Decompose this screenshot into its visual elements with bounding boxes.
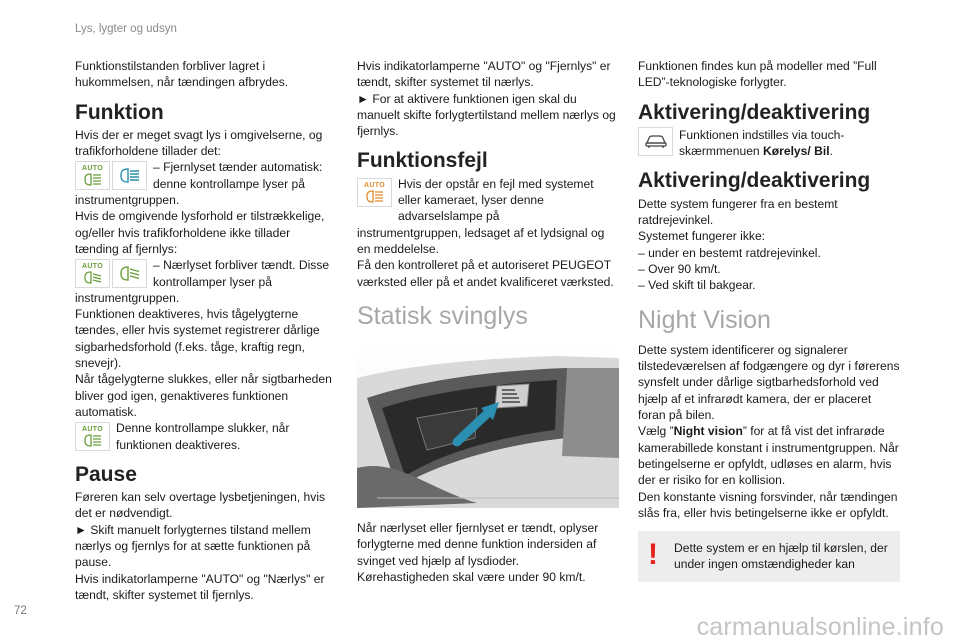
heading-funktion: Funktion <box>75 100 164 124</box>
high-beam-icon <box>112 161 147 190</box>
akt2-paragraph-2: Systemet fungerer ikke: <box>638 229 766 244</box>
icon-block-fault <box>357 176 619 225</box>
heading-night-vision: Night Vision <box>638 305 771 334</box>
icon-block-touch-screen <box>638 127 900 160</box>
heading-statisk-svinglys: Statisk svinglys <box>357 301 528 330</box>
running-head: Lys, lygter og udsyn <box>75 23 177 35</box>
icon-block-high-beam <box>75 159 337 192</box>
headlight-photo <box>357 338 619 508</box>
night-paragraph-2: Vælg ”Night vision” for at få vist det infrarøde kamerabillede konstant i instrumentgruppen. Når betingelserne er opfyldt, udløses en alarm, hvis der er risiko for en kollision. <box>638 424 899 488</box>
heading-aktivering-1: Aktivering/deaktivering <box>638 100 871 124</box>
pause-paragraph-1: Føreren kan selv overtage lysbetjeningen, hvis det er nødvendigt. <box>75 490 326 521</box>
akt2-list-item: – Over 90 km/t. <box>638 261 721 276</box>
col2-paragraph-1: Hvis indikatorlamperne "AUTO" og "Fjernlys" er tændt, skifter systemet til nærlys. <box>357 59 611 90</box>
car-icon <box>638 127 673 156</box>
funktion-paragraph-4: instrumentgruppen. <box>75 290 180 305</box>
fejl-paragraph-1: instrumentgruppen, ledsaget af et lydsignal og en meddelelse. <box>357 225 605 256</box>
akt2-list-item: – Ved skift til bakgear. <box>638 278 756 293</box>
night-paragraph-3: Den konstante visning forsvinder, når tændingen slås fra, eller hvis betingelserne ikke er opfyldt. <box>638 489 898 520</box>
icon-block-auto-off <box>75 420 337 453</box>
col3-paragraph-1: Funktionen findes kun på modeller med ”Full LED”-teknologiske forlygter. <box>638 59 877 90</box>
statisk-paragraph-1: Når nærlyset eller fjernlyset er tændt, oplyser forlygterne med denne funktion indersiden af svinget ved hjælp af lysdioder. <box>357 521 599 568</box>
funktion-paragraph-3: Hvis de omgivende lysforhold er tilstrækkelige, og/eller hvis trafikforholdene ikke tillader tænding af fjernlys: <box>75 209 325 256</box>
icon-text-high-beam: – Fjernlyset tænder automatisk: denne kontrollampe lyser på <box>153 160 323 191</box>
funktion-paragraph-1: Hvis der er meget svagt lys i omgivelserne, og trafikforholdene tillader det: <box>75 127 323 159</box>
warning-text: Dette system er en hjælp til kørslen, der under ingen omstændigheder kan <box>674 541 888 572</box>
icon-block-low-beam <box>75 257 337 290</box>
low-beam-icon <box>112 259 147 288</box>
night-paragraph-1: Dette system identificerer og signalerer tilstedeværelsen af fodgængere og dyr i førerens synsfelt under dårlige sigtbarhedsforhold ved hjælp af et infrarødt kamera, der er placeret foran på bilen. <box>638 342 900 423</box>
heading-funktionsfejl: Funktionsfejl <box>357 149 488 173</box>
warning-exclamation-icon: ! <box>648 538 658 572</box>
auto-low-beam-icon: AUTO <box>75 259 110 288</box>
auto-high-beam-icon: AUTO <box>75 161 110 190</box>
col2-paragraph-2: ► For at aktivere funktionen igen skal du manuelt skifte forlygtertilstand mellem nærlys og fjernlys. <box>357 91 616 139</box>
icon-text-touch-screen: Funktionen indstilles via touch-skærmmenuen Kørelys/ Bil. <box>679 127 845 159</box>
akt2-paragraph-1: Dette system fungerer fra en bestemt ratdrejevinkel. <box>638 196 838 228</box>
icon-text-fault: Hvis der opstår en fejl med systemet eller kameraet, lyser denne advarselslampe på <box>398 176 594 224</box>
akt2-list-item: – under en bestemt ratdrejevinkel. <box>638 245 821 260</box>
auto-fault-icon: AUTO <box>357 178 392 207</box>
heading-pause: Pause <box>75 462 137 486</box>
page-number: 72 <box>14 605 27 617</box>
column-left <box>75 58 337 603</box>
pause-paragraph-3: Hvis indikatorlamperne "AUTO" og "Nærlys" er tændt, skifter systemet til fjernlys. <box>75 571 325 602</box>
pause-paragraph-2: ► Skift manuelt forlygternes tilstand mellem nærlys og fjernlys for at sætte funktionen på pause. <box>75 522 311 570</box>
funktion-paragraph-2: instrumentgruppen. <box>75 193 180 208</box>
statisk-paragraph-2: Kørehastigheden skal være under 90 km/t. <box>357 570 586 585</box>
icon-text-low-beam: – Nærlyset forbliver tændt. Disse kontrollamper lyser på <box>153 258 330 289</box>
funktion-paragraph-5: Funktionen deaktiveres, hvis tågelygterne tændes, eller hvis systemet registrerer dårlige sigbarhedsforhold (f.eks. tåge, kraftig regn, snevejr). <box>75 307 320 371</box>
intro-paragraph: Funktionstilstanden forbliver lagret i hukommelsen, når tændingen afbrydes. <box>75 59 289 90</box>
heading-aktivering-2: Aktivering/deaktivering <box>638 169 871 193</box>
column-right <box>638 58 900 582</box>
warning-box <box>638 531 900 582</box>
auto-beam-icon: AUTO <box>75 422 110 451</box>
column-middle <box>357 58 619 585</box>
icon-text-auto-off: Denne kontrollampe slukker, når funktionen deaktiveres. <box>116 421 290 452</box>
funktion-paragraph-6: Når tågelygterne slukkes, eller når sigtbarheden bliver god igen, genaktiveres funktionen automatisk. <box>75 372 332 419</box>
watermark: carmanualsonline.info <box>696 613 944 641</box>
fejl-paragraph-2: Få den kontrolleret på et autoriseret PEUGEOT værksted eller på et andet kvalificeret værksted. <box>357 258 614 289</box>
